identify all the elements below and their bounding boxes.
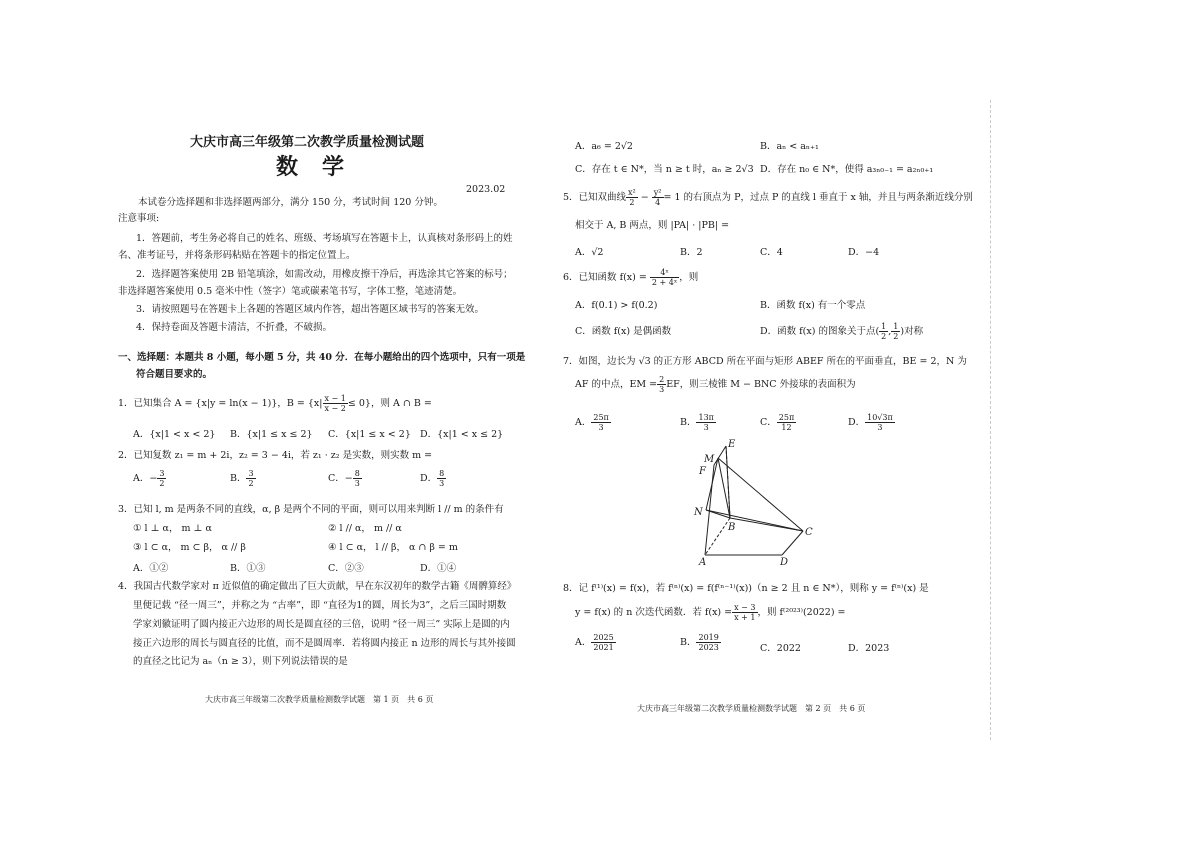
label-a: A <box>699 557 707 568</box>
edge-bc <box>730 518 803 531</box>
exam-title: 大庆市高三年级第二次教学质量检测试题 <box>190 135 425 150</box>
label-b: B <box>728 522 736 533</box>
q8-option-c[interactable]: C．2022 <box>760 643 801 654</box>
edge-mn <box>706 458 718 510</box>
q5-option-b[interactable]: B．2 <box>680 247 703 258</box>
label-e: E <box>728 439 736 450</box>
q5-option-a[interactable]: A．√2 <box>575 247 604 258</box>
exam-date: 2023.02 <box>466 184 506 195</box>
edge-ef <box>714 446 726 465</box>
edge-dc <box>782 531 803 555</box>
q2-option-d[interactable]: D． $\frac{8}{3}$ <box>420 469 445 488</box>
section-heading: 一、选择题：本题共 8 小题，每小题 5 分，共 40 分．在每小题给出的四个选项中，只有一项是 <box>118 352 526 363</box>
q2-option-a[interactable]: A．− $\frac{3}{2}$ <box>133 469 165 488</box>
q3-condition-2: ② l // α， m // α <box>328 523 402 534</box>
q3-condition-1: ① l ⊥ α， m ⊥ α <box>133 523 212 534</box>
q4-option-d[interactable]: D．存在 n₀ ∈ N*，使得 a₃ₙ₀₋₁ = a₂ₙ₀₊₁ <box>760 164 934 175</box>
notes-title: 注意事项: <box>118 213 160 224</box>
q3-option-d[interactable]: D．①④ <box>420 563 457 574</box>
q6-stem: 6．已知函数 f(x) = $\frac{\text{4ˣ}}{\text{2 + 4ˣ}}$ ，则 <box>563 268 699 287</box>
q1-option-c[interactable]: C．{x|1 ≤ x < 2} <box>328 429 411 440</box>
q1-option-d[interactable]: D．{x|1 < x ≤ 2} <box>420 429 504 440</box>
note-2b: 非选择题答案使用 0.5 毫米中性（签字）笔或碳素笔书写，字体工整，笔迹清楚。 <box>118 286 463 297</box>
q3-option-a[interactable]: A．①② <box>133 563 169 574</box>
q4-option-a[interactable]: A．a₆ = 2√2 <box>575 141 633 152</box>
q7-option-a[interactable]: A． $\frac{25\pi}{3}$ <box>575 413 609 432</box>
q6-option-a[interactable]: A．f(0.1) > f(0.2) <box>575 300 658 311</box>
note-3: 3．请按照题号在答题卡上各题的答题区域内作答，超出答题区域书写的答案无效。 <box>136 304 485 315</box>
q7-line-2: AF 的中点，EM = $\frac{2}{3}$ EF，则三棱锥 M − BNC 外接球的表面积为 <box>575 375 856 394</box>
q4-option-c[interactable]: C．存在 t ∈ N*，当 n ≥ t 时，aₙ ≥ 2√3 <box>575 164 754 175</box>
edge-mc <box>718 458 803 531</box>
q2-option-b[interactable]: B． $\frac{3}{2}$ <box>230 469 254 488</box>
q4-line-4: 接正六边形的周长与圆直径的比值，而不是圆周率．若将圆内接正 n 边形的周长与其外接圆 <box>133 638 516 649</box>
q7-option-d[interactable]: D． $\frac{10√3\pi}{3}$ <box>848 413 893 432</box>
q2-stem: 2．已知复数 z₁ = m + 2i，z₂ = 3 − 4i，若 z₁ · z₂ 是实数，则实数 m = <box>118 450 433 461</box>
q3-option-b[interactable]: B．①③ <box>230 563 266 574</box>
q7-option-c[interactable]: C． $\frac{25\pi}{12}$ <box>760 413 795 432</box>
note-2a: 2．选择题答案使用 2B 铅笔填涂，如需改动，用橡皮擦干净后，再选涂其它答案的标号； <box>136 269 513 280</box>
q1-fraction: $\frac{x - 1}{x - 2}$ <box>324 394 346 413</box>
q5-line-2: 相交于 A, B 两点，则 |PA| · |PB| = <box>575 220 730 231</box>
q8-option-b[interactable]: B． $\frac{2019}{2023}$ <box>680 633 719 652</box>
q1-option-a[interactable]: A．{x|1 < x < 2} <box>133 429 216 440</box>
note-1b: 名、准考证号，并将条形码粘贴在答题卡的指定位置上。 <box>118 250 356 261</box>
q7-option-b[interactable]: B． $\frac{13\pi}{3}$ <box>680 413 714 432</box>
q8-line-2: y = f(x) 的 n 次迭代函数．若 f(x) = $\frac{x - 3}{x + 1}$ ，则 f⁽²⁰²³⁾(2022) = <box>575 603 846 622</box>
q6-option-d[interactable]: D．函数 f(x) 的图象关于点( $\frac{1}{2}$ , $\frac{1}{2}$ )对称 <box>760 322 924 341</box>
note-4: 4．保持卷面及答题卡清洁，不折叠，不破损。 <box>136 322 333 333</box>
label-m: M <box>704 454 715 465</box>
q5-option-d[interactable]: D．−4 <box>848 247 880 258</box>
edge-nc <box>706 510 803 531</box>
page-footer-left: 大庆市高三年级第二次教学质量检测数学试题 第 1 页 共 6 页 <box>205 695 434 704</box>
q2-option-c[interactable]: C．− $\frac{8}{3}$ <box>328 469 360 488</box>
section-heading-cont: 符合题目要求的。 <box>136 369 213 380</box>
q5-option-c[interactable]: C．4 <box>760 247 783 258</box>
page-footer-right: 大庆市高三年级第二次教学质量检测数学试题 第 2 页 共 6 页 <box>637 704 866 713</box>
q4-line-1: 4．我国古代数学家对 π 近似值的确定做出了巨大贡献，早在东汉初年的数学古籍《周髀算经》 <box>118 581 517 592</box>
q6-option-b[interactable]: B．函数 f(x) 有一个零点 <box>760 300 866 311</box>
q4-line-5: 的直径之比记为 aₙ（n ≥ 3），则下列说法错误的是 <box>133 656 348 667</box>
q8-line-1: 8．记 f⁽¹⁾(x) = f(x)，若 f⁽ⁿ⁾(x) = f(f⁽ⁿ⁻¹⁾(x))（n ≥ 2 且 n ∈ N*），则称 y = f⁽ⁿ⁾(x) 是 <box>563 583 929 594</box>
q4-line-3: 学家刘徽证明了圆内接正六边形的周长是圆直径的三倍，说明 “径一周三” 实际上是圆的内 <box>133 619 510 630</box>
q7-line-1: 7．如图，边长为 √3 的正方形 ABCD 所在平面与矩形 ABEF 所在的平面垂直，BE = 2，N 为 <box>563 356 967 367</box>
q6-option-c[interactable]: C．函数 f(x) 是偶函数 <box>575 326 672 337</box>
q5-line-1: 5．已知双曲线 $\frac{\text{x²}}{2}$ − $\frac{\text{y²}}{4}$ = 1 的右顶点为 P，过点 P 的直线 l 垂直于 x 轴，并且与两条渐近线分别 <box>563 188 973 207</box>
q4-option-b[interactable]: B．aₙ < aₙ₊₁ <box>760 141 819 152</box>
q4-line-2: 里便记载 “径一周三”，并称之为 “古率”，即 “直径为1的圆，周长为3”，之后三国时期数 <box>133 600 507 611</box>
q3-stem: 3．已知 l, m 是两条不同的直线，α, β 是两个不同的平面，则可以用来判断 l // m 的条件有 <box>118 504 504 515</box>
q7-geometry-figure <box>690 438 830 570</box>
note-1a: 1．答题前，考生务必将自己的姓名、班级、考场填写在答题卡上，认真核对条形码上的姓 <box>136 233 513 244</box>
q1-stem: 1．已知集合 A = {x|y = ln(x − 1)}，B = {x| $\frac{x - 1}{x - 2}$ ≤ 0}，则 A ∩ B = <box>118 394 432 413</box>
label-d: D <box>780 557 789 568</box>
intro-line: 本试卷分选择题和非选择题两部分，满分 150 分，考试时间 120 分钟。 <box>138 197 443 208</box>
page-divider <box>990 100 991 740</box>
edge-ba-hidden <box>705 518 730 555</box>
q3-condition-4: ④ l ⊂ α， l // β， α ∩ β = m <box>328 542 458 553</box>
q8-option-a[interactable]: A． $\frac{2025}{2021}$ <box>575 633 614 652</box>
label-n: N <box>694 507 703 518</box>
subject-title: 数学 <box>276 154 369 180</box>
q1-option-b[interactable]: B．{x|1 ≤ x ≤ 2} <box>230 429 313 440</box>
label-c: C <box>805 527 813 538</box>
label-f: F <box>699 466 706 477</box>
q3-condition-3: ③ l ⊂ α， m ⊂ β， α // β <box>133 542 246 553</box>
q8-option-d[interactable]: D．2023 <box>848 643 890 654</box>
q3-option-c[interactable]: C．②③ <box>328 563 364 574</box>
